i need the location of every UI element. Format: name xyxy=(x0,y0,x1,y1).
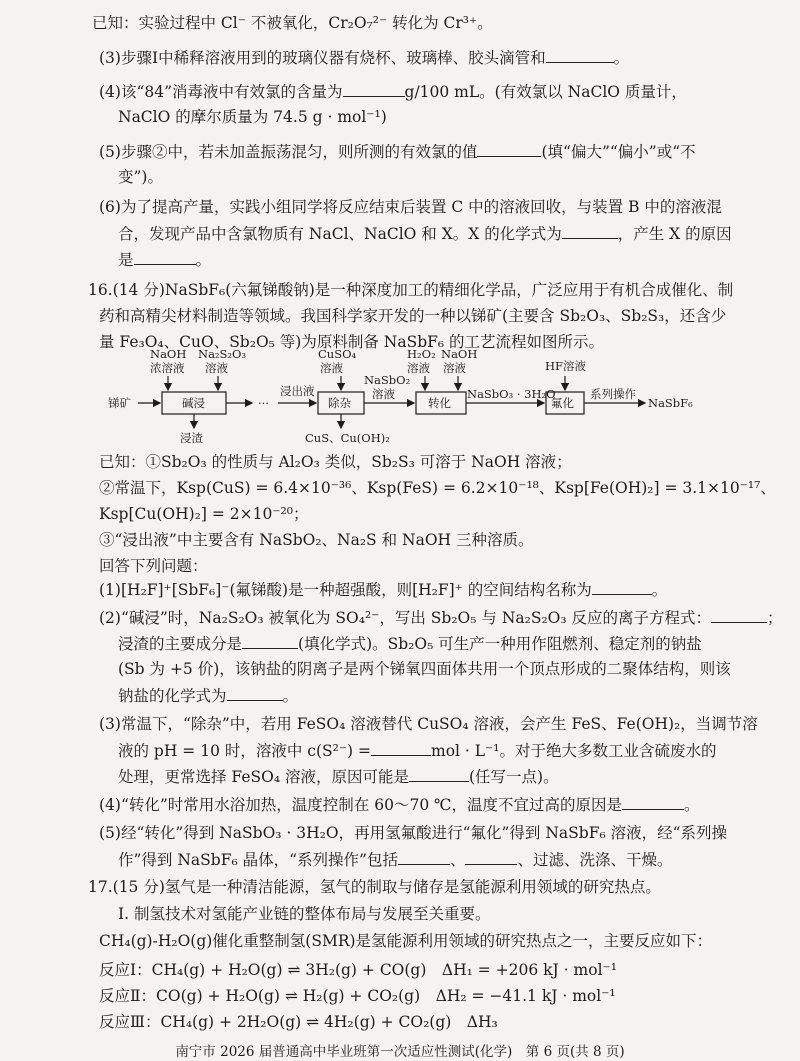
q16-part2-line4 xyxy=(118,684,298,707)
q16-part2-salt-text: 钠盐的化学式为 xyxy=(118,687,227,705)
q15-part6-is: 是 xyxy=(118,251,134,269)
q15-part4-text: (4)该“84”消毒液中有效氯的含量为 xyxy=(99,83,343,101)
q16-part5-sep: 、 xyxy=(449,851,466,869)
nasbo3-product: NaSbO₃ · 3H₂O xyxy=(467,387,556,401)
q17-reaction-3: 反应Ⅲ：CH₄(g) + 2H₂O(g) ⇌ 4H₂(g) + CO₂(g) ΔH₃ xyxy=(99,1013,498,1031)
q16-part2-text: (2)“碱浸”时，Na₂S₂O₃ 被氧化为 SO₄²⁻，写出 Sb₂O₅ 与 Na₂S₂O₃ 反应的离子方程式： xyxy=(99,609,712,627)
q17-intro: CH₄(g)-H₂O(g)催化重整制氢(SMR)是氢能源利用领域的研究热点之一，主要反应如下： xyxy=(99,932,713,950)
q16-part3-line3 xyxy=(118,765,559,788)
q16-part4 xyxy=(99,793,699,816)
q16-part5-line2 xyxy=(118,848,672,871)
q16-part3-text: 液的 pH = 10 时，溶液中 c(S²⁻) = xyxy=(118,742,371,760)
answer-blank[interactable] xyxy=(546,46,614,63)
q15-part5-end: (填“偏大”“偏小”或“不 xyxy=(541,143,696,161)
cuso4-reagent-b: 溶液 xyxy=(320,361,343,375)
residue-label: 浸渣 xyxy=(180,431,203,445)
q16-part3-unit: mol · L⁻¹。对于绝大多数工业含硫废水的 xyxy=(431,742,717,760)
purification-precipitate: CuS、Cu(OH)₂ xyxy=(305,431,390,445)
q16-part3-reason-end: (任写一点)。 xyxy=(468,768,559,786)
answer-blank[interactable] xyxy=(398,848,450,865)
answer-blank[interactable] xyxy=(477,140,541,157)
q16-part3-reason-text: 处理，更常选择 FeSO₄ 溶液，原因可能是 xyxy=(118,768,409,786)
process-flow-diagram xyxy=(0,340,800,450)
q15-part6-line3 xyxy=(118,248,211,271)
q16-answer-prompt: 回答下列问题： xyxy=(99,557,208,575)
purification-label: 除杂 xyxy=(328,396,351,410)
q16-part2-residue-end: (填化学式)。Sb₂O₅ 可生产一种用作阻燃剂、稳定剂的钠盐 xyxy=(298,635,702,653)
q16-known-2: ②常温下，Ksp(CuS) = 6.4×10⁻³⁶、Ksp(FeS) = 6.2×10⁻¹⁸、Ksp[Fe(OH)₂] = 3.1×10⁻¹⁷、 xyxy=(99,479,776,497)
q15-part6-line2 xyxy=(118,222,732,245)
q16-stem-line3: 量 Fe₃O₄、CuO、Sb₂O₅ 等)为原料制备 NaSbF₆ 的工艺流程如图所示。 xyxy=(99,333,605,351)
q17-section-1: Ⅰ. 制氢技术对氢能产业链的整体布局与发展至关重要。 xyxy=(118,905,491,923)
answer-blank[interactable] xyxy=(343,80,405,97)
answer-blank[interactable] xyxy=(592,578,652,595)
q15-part3 xyxy=(99,46,629,69)
thiosulfate-reagent-b: 溶液 xyxy=(205,361,228,375)
answer-blank[interactable] xyxy=(465,848,517,865)
nasbo2-label: NaSbO₂ xyxy=(364,373,411,387)
q15-known: 已知：实验过程中 Cl⁻ 不被氧化，Cr₂O₇²⁻ 转化为 Cr³⁺。 xyxy=(92,14,493,32)
q16-known-3: ③“浸出液”中主要含有 NaSbO₂、Na₂S 和 NaOH 三种溶质。 xyxy=(99,531,534,549)
page-footer: 南宁市 2026 届普通高中毕业班第一次适应性测试(化学) 第 6 页(共 8 页) xyxy=(175,1044,625,1060)
q16-part1 xyxy=(99,578,667,601)
q15-part6-end: 。 xyxy=(195,251,212,269)
q17-reaction-2: 反应Ⅱ：CO(g) + H₂O(g) ⇌ H₂(g) + CO₂(g) ΔH₂ = −41.1 kJ · mol⁻¹ xyxy=(99,987,616,1005)
q16-part2-line1 xyxy=(99,606,783,629)
q15-part4-note: NaClO 的摩尔质量为 74.5 g · mol⁻¹) xyxy=(118,108,387,126)
naoh-reagent-b: 溶液 xyxy=(443,361,466,375)
nasbo2-label-b: 溶液 xyxy=(372,387,395,401)
h2o2-reagent: H₂O₂ xyxy=(407,347,436,361)
q16-part2-salt-end: 。 xyxy=(282,687,299,705)
series-ops-label: 系列操作 xyxy=(590,387,636,401)
q17-reaction-1: 反应Ⅰ：CH₄(g) + H₂O(g) ⇌ 3H₂(g) + CO(g) ΔH₁ = +206 kJ · mol⁻¹ xyxy=(99,961,617,979)
answer-blank[interactable] xyxy=(711,606,767,623)
answer-blank[interactable] xyxy=(622,793,684,810)
q15-part4-end: g/100 mL。(有效氯以 NaClO 质量计， xyxy=(404,83,687,101)
q16-stem-line1: 16.(14 分)NaSbF₆(六氟锑酸钠)是一种深度加工的精细化学品，广泛应用于有机合成催化、制 xyxy=(88,281,734,299)
answer-blank[interactable] xyxy=(134,248,196,265)
q15-part6-mid: ，产生 X 的原因 xyxy=(617,225,732,243)
naoh-conc-reagent-b: 浓溶液 xyxy=(150,361,185,375)
ore-label: 锑矿 xyxy=(108,396,131,410)
q15-part5-cont: 变”)。 xyxy=(118,168,163,186)
q15-part3-text: (3)步骤Ⅰ中稀释溶液用到的玻璃仪器有烧杯、玻璃棒、胶头滴管和 xyxy=(99,49,546,67)
q15-part6-text: 合，发现产品中含氯物质有 NaCl、NaClO 和 X。X 的化学式为 xyxy=(118,225,562,243)
h2o2-reagent-b: 溶液 xyxy=(407,361,430,375)
q16-part3-line2 xyxy=(118,739,716,762)
q15-part4 xyxy=(99,80,687,103)
q15-part5 xyxy=(99,140,696,163)
naoh-conc-reagent: NaOH xyxy=(150,347,187,361)
answer-blank[interactable] xyxy=(227,684,283,701)
q16-part3-line1: (3)常温下，“除杂”中，若用 FeSO₄ 溶液替代 CuSO₄ 溶液，会产生 FeS、Fe(OH)₂，当调节溶 xyxy=(99,715,758,733)
fluorination-label: 氟化 xyxy=(551,396,574,410)
q16-part4-end: 。 xyxy=(683,796,700,814)
answer-blank[interactable] xyxy=(409,765,469,782)
q16-part2-end: ； xyxy=(767,609,783,627)
q15-part3-end: 。 xyxy=(613,49,630,67)
hf-reagent: HF溶液 xyxy=(545,359,587,373)
q16-known-2-cont: Ksp[Cu(OH)₂] = 2×10⁻²⁰； xyxy=(99,505,309,523)
q16-part5-text: 作”得到 NaSbF₆ 晶体，“系列操作”包括 xyxy=(118,851,398,869)
q16-part5-end: 、过滤、洗涤、干燥。 xyxy=(517,851,673,869)
q17-stem: 17.(15 分)氢气是一种清洁能源，氢气的制取与储存是氢能源利用领域的研究热点。 xyxy=(88,878,661,896)
final-product-label: NaSbF₆ xyxy=(648,396,693,410)
q16-part2-line2 xyxy=(118,632,702,655)
leach-liquor-label: 浸出液 xyxy=(280,384,315,398)
q16-part4-text: (4)“转化”时常用水浴加热，温度控制在 60～70 ℃，温度不宜过高的原因是 xyxy=(99,796,622,814)
q16-stem-line2: 药和高精尖材料制造等领域。我国科学家开发的一种以锑矿(主要含 Sb₂O₃、Sb₂S₃，还含少 xyxy=(99,307,727,325)
naoh-reagent: NaOH xyxy=(441,347,478,361)
answer-blank[interactable] xyxy=(242,632,298,649)
answer-blank[interactable] xyxy=(371,739,431,756)
q16-part2-line3: (Sb 为 +5 价)，该钠盐的阴离子是两个锑氧四面体共用一个顶点形成的二聚体结构，则该 xyxy=(118,660,731,678)
omitted-steps: ··· xyxy=(258,396,269,410)
q16-part2-residue-text: 浸渣的主要成分是 xyxy=(118,635,243,653)
q16-part1-text: (1)[H₂F]⁺[SbF₆]⁻(氟锑酸)是一种超强酸，则[H₂F]⁺ 的空间结构名称为 xyxy=(99,581,592,599)
q16-part5-line1: (5)经“转化”得到 NaSbO₃ · 3H₂O，再用氢氟酸进行“氟化”得到 NaSbF₆ 溶液，经“系列操 xyxy=(99,824,728,842)
leaching-label: 碱浸 xyxy=(182,396,205,410)
q15-part6-line1: (6)为了提高产量，实践小组同学将反应结束后装置 C 中的溶液回收，与装置 B 中的溶液混 xyxy=(99,198,722,216)
q15-part5-text: (5)步骤②中，若未加盖振荡混匀，则所测的有效氯的值 xyxy=(99,143,478,161)
q16-part1-end: 。 xyxy=(651,581,668,599)
cuso4-reagent: CuSO₄ xyxy=(318,347,357,361)
answer-blank[interactable] xyxy=(562,222,618,239)
conversion-label: 转化 xyxy=(428,396,451,410)
thiosulfate-reagent: Na₂S₂O₃ xyxy=(198,347,247,361)
q16-known-1: 已知：①Sb₂O₃ 的性质与 Al₂O₃ 类似，Sb₂S₃ 可溶于 NaOH 溶液； xyxy=(99,453,572,471)
